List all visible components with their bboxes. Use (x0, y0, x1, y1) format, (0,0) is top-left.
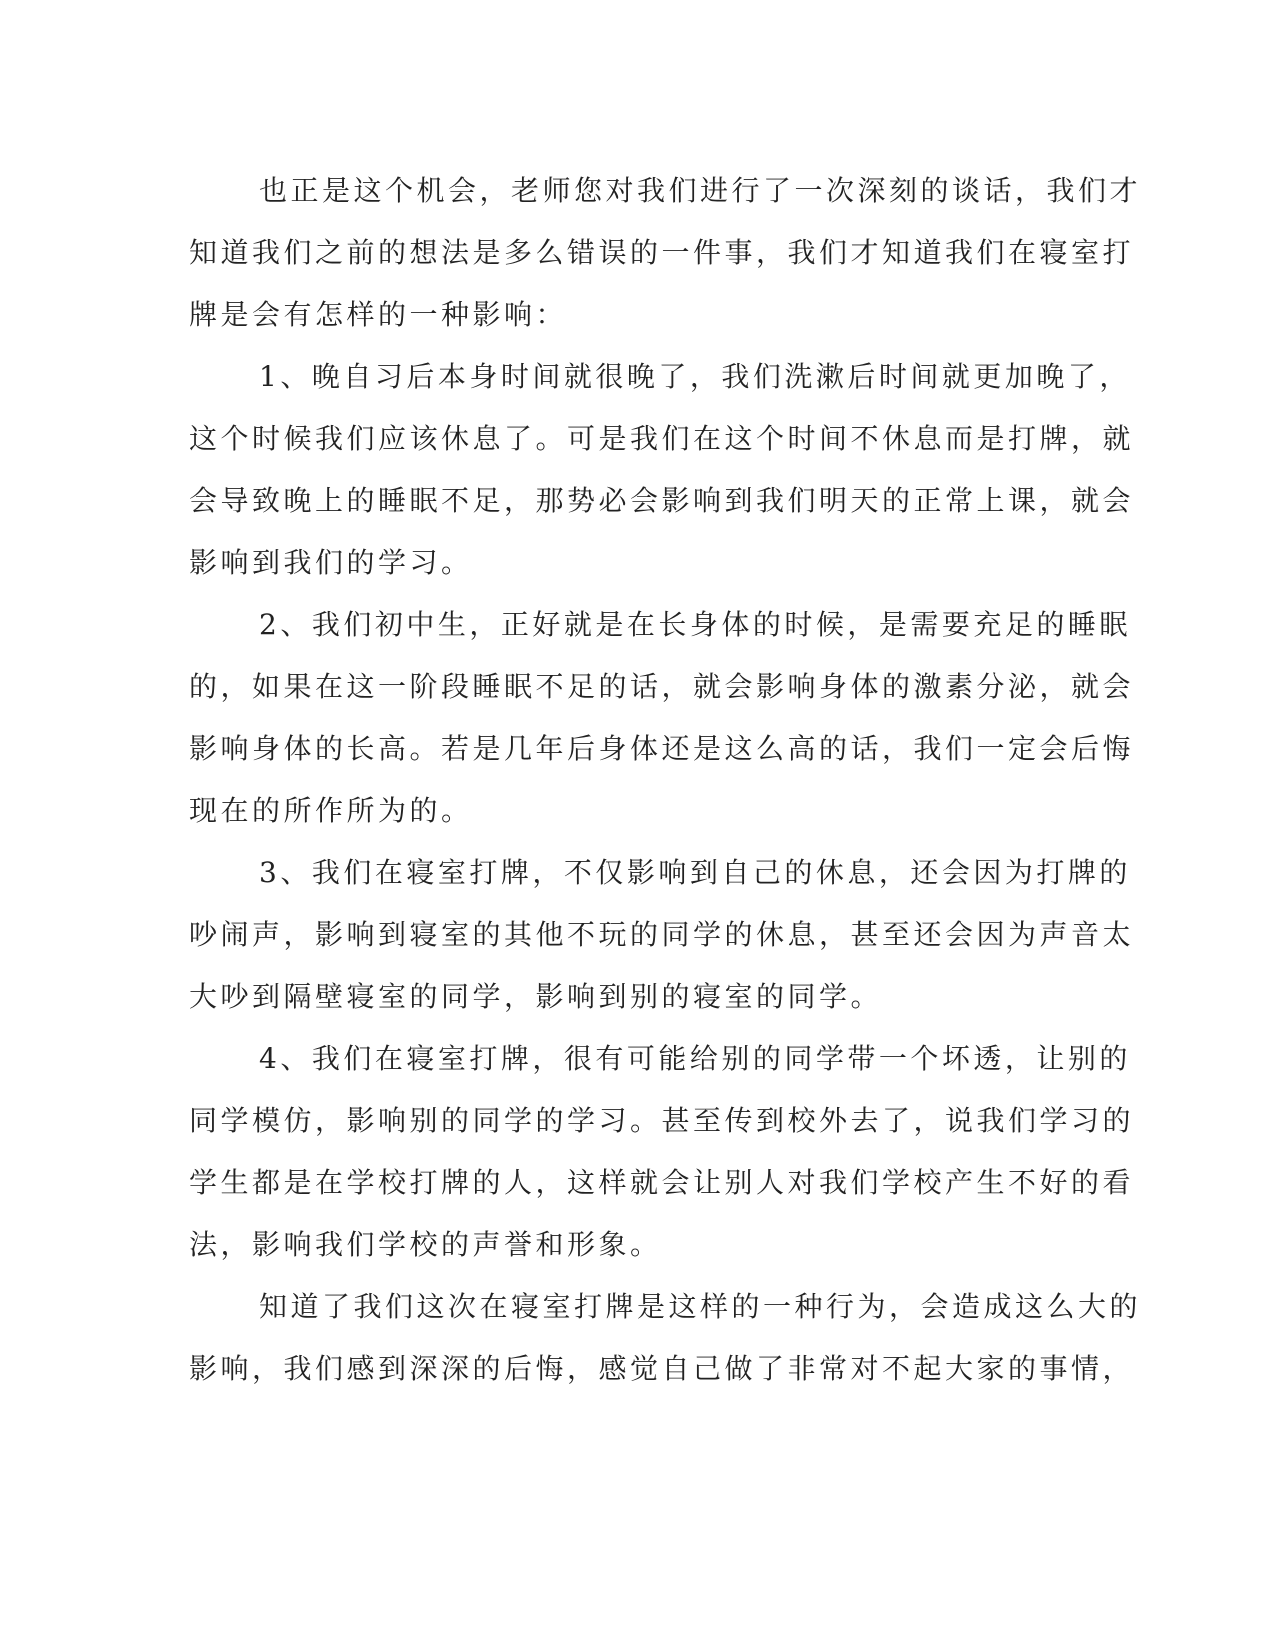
text-line: 4、我们在寝室打牌，很有可能给别的同学带一个坏透，让别的 (259, 1042, 1131, 1075)
text-line: 知道了我们这次在寝室打牌是这样的一种行为，会造成这么大的 (259, 1290, 1142, 1323)
text-line: 影响，我们感到深深的后悔，感觉自己做了非常对不起大家的事情， (189, 1352, 1135, 1385)
text-line: 2、我们初中生，正好就是在长身体的时候，是需要充足的睡眠 (259, 608, 1131, 641)
text-line: 吵闹声，影响到寝室的其他不玩的同学的休息，甚至还会因为声音太 (189, 918, 1135, 951)
text-line: 也正是这个机会，老师您对我们进行了一次深刻的谈话，我们才 (259, 174, 1142, 207)
body-text (189, 160, 1142, 1400)
text-line: 知道我们之前的想法是多么错误的一件事，我们才知道我们在寝室打 (189, 236, 1135, 269)
text-line: 大吵到隔壁寝室的同学，影响到别的寝室的同学。 (189, 980, 883, 1013)
text-line: 学生都是在学校打牌的人，这样就会让别人对我们学校产生不好的看 (189, 1166, 1135, 1199)
text-line: 影响身体的长高。若是几年后身体还是这么高的话，我们一定会后悔 (189, 732, 1135, 765)
text-line: 现在的所作所为的。 (189, 794, 473, 827)
text-line: 法，影响我们学校的声誉和形象。 (189, 1228, 662, 1261)
text-line: 牌是会有怎样的一种影响： (189, 298, 568, 331)
text-line: 同学模仿，影响别的同学的学习。甚至传到校外去了，说我们学习的 (189, 1104, 1135, 1137)
text-line: 3、我们在寝室打牌，不仅影响到自己的休息，还会因为打牌的 (259, 856, 1131, 889)
text-line: 的，如果在这一阶段睡眠不足的话，就会影响身体的激素分泌，就会 (189, 670, 1135, 703)
text-line: 这个时候我们应该休息了。可是我们在这个时间不休息而是打牌，就 (189, 422, 1135, 455)
text-line: 影响到我们的学习。 (189, 546, 473, 579)
text-line: 会导致晚上的睡眠不足，那势必会影响到我们明天的正常上课，就会 (189, 484, 1135, 517)
text-line: 1、晚自习后本身时间就很晚了，我们洗漱后时间就更加晚了， (259, 360, 1131, 393)
